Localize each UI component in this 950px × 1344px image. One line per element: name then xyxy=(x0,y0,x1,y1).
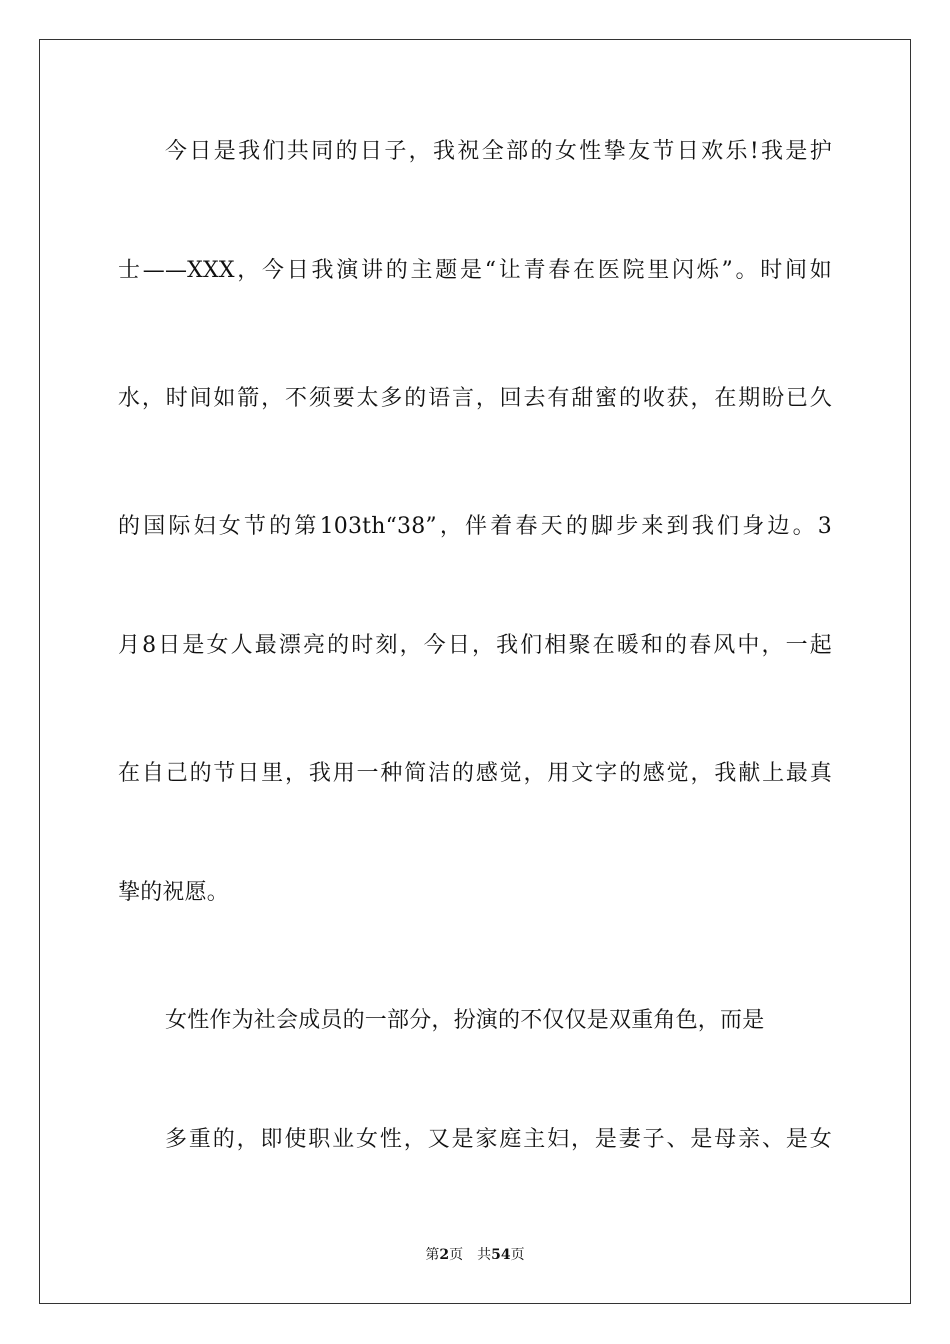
paragraph-line: 月8日是女人最漂亮的时刻，今日，我们相聚在暖和的春风中，一起 xyxy=(118,633,832,658)
total-pages: 54 xyxy=(491,1247,511,1263)
paragraph-line: 在自己的节日里，我用一种简洁的感觉，用文字的感觉，我献上最真 xyxy=(118,761,832,786)
page-suffix: 页 xyxy=(449,1247,464,1263)
page-prefix: 第 xyxy=(425,1247,440,1263)
paragraph-line: 的国际妇女节的第103th“38”，伴着春天的脚步来到我们身边。3 xyxy=(118,514,832,539)
total-suffix: 页 xyxy=(510,1247,525,1263)
page-border xyxy=(39,39,911,1304)
paragraph-line: 挚的祝愿。 xyxy=(118,880,230,905)
paragraph-line: 水，时间如箭，不须要太多的语言，回去有甜蜜的收获，在期盼已久 xyxy=(118,386,832,411)
page-footer xyxy=(0,1246,950,1264)
paragraph-line: 多重的，即使职业女性，又是家庭主妇，是妻子、是母亲、是女 xyxy=(165,1127,832,1152)
page-number: 2 xyxy=(439,1247,450,1263)
paragraph-line: 士——XXX，今日我演讲的主题是“让青春在医院里闪烁”。时间如 xyxy=(118,258,832,283)
total-prefix: 共 xyxy=(477,1247,492,1263)
paragraph-line: 女性作为社会成员的一部分，扮演的不仅仅是双重角色，而是 xyxy=(165,1008,765,1033)
paragraph-line: 今日是我们共同的日子，我祝全部的女性挚友节日欢乐!我是护 xyxy=(165,139,832,164)
